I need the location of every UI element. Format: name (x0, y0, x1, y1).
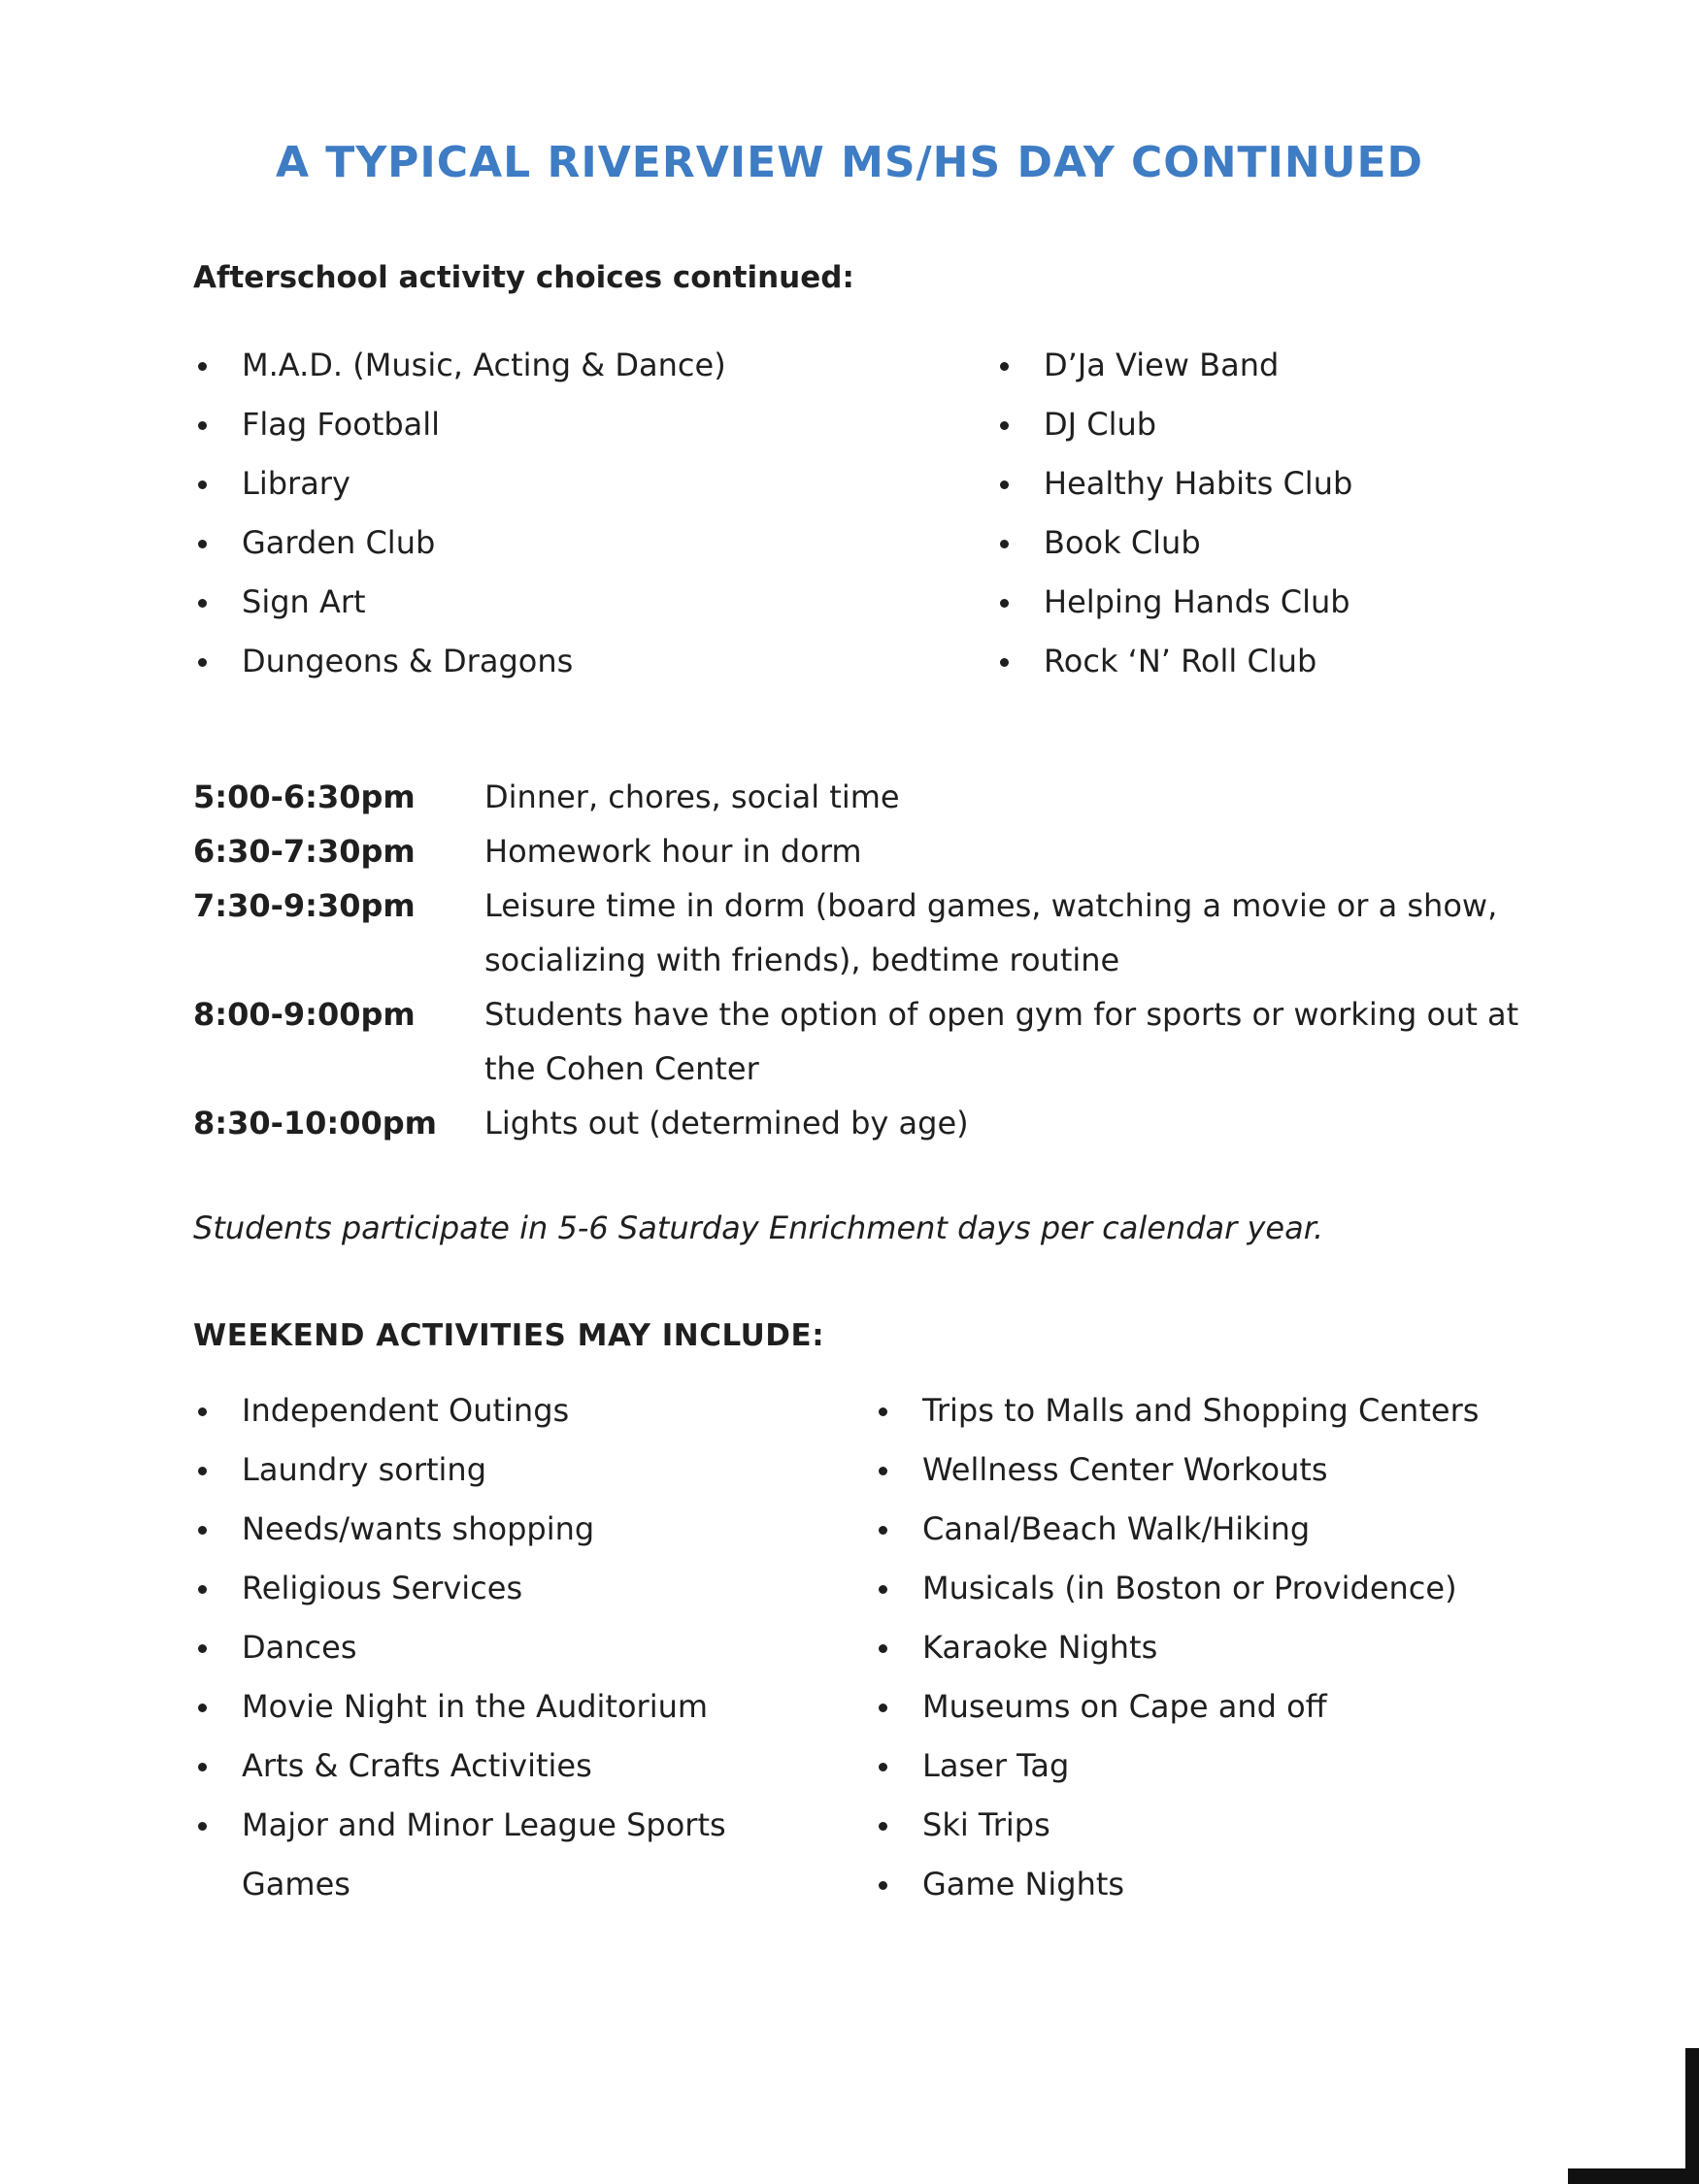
list-item: Laser Tag (874, 1737, 1573, 1796)
afterschool-heading: Afterschool activity choices continued: (193, 260, 854, 295)
list-item: Musicals (in Boston or Providence) (874, 1559, 1573, 1618)
list-item: Library (193, 454, 931, 513)
list-item: Wellness Center Workouts (874, 1440, 1573, 1500)
schedule-row (193, 878, 1533, 987)
schedule-line: Students have the option of open gym for sports or working out at (484, 996, 1519, 1033)
schedule-line: Lights out (determined by age) (484, 1105, 969, 1142)
list-item: Needs/wants shopping (193, 1500, 795, 1559)
list-item: Helping Hands Club (995, 573, 1597, 632)
corner-mark-horizontal (1568, 2168, 1699, 2184)
schedule-line: Leisure time in dorm (board games, watching a movie or a show, (484, 887, 1498, 924)
schedule-time: 8:00-9:00pm (193, 996, 416, 1033)
schedule-line: socializing with friends), bedtime routine (484, 942, 1120, 978)
list-item: Karaoke Nights (874, 1618, 1573, 1677)
corner-mark-vertical (1685, 2048, 1699, 2184)
list-item: Rock ‘N’ Roll Club (995, 632, 1597, 691)
schedule-row (193, 987, 1533, 1096)
schedule-time: 8:30-10:00pm (193, 1105, 437, 1142)
list-item: M.A.D. (Music, Acting & Dance) (193, 336, 931, 395)
list-item: Independent Outings (193, 1381, 795, 1440)
list-item: DJ Club (995, 395, 1597, 454)
enrichment-note: Students participate in 5-6 Saturday Enrichment days per calendar year. (193, 1209, 1324, 1246)
list-item: Canal/Beach Walk/Hiking (874, 1500, 1573, 1559)
list-item-continuation: Games (242, 1866, 350, 1903)
list-item: Dances (193, 1618, 795, 1677)
schedule-line: the Cohen Center (484, 1050, 759, 1087)
schedule-time: 6:30-7:30pm (193, 833, 416, 870)
evening-schedule (193, 770, 1533, 1150)
weekend-list-right (874, 1381, 1573, 1914)
schedule-row (193, 770, 1533, 824)
schedule-row (193, 824, 1533, 878)
list-item: Game Nights (874, 1855, 1573, 1914)
list-item: Arts & Crafts Activities (193, 1737, 795, 1796)
list-item: Ski Trips (874, 1796, 1573, 1855)
list-item: Religious Services (193, 1559, 795, 1618)
weekend-heading: WEEKEND ACTIVITIES MAY INCLUDE: (193, 1318, 825, 1353)
schedule-description (484, 878, 1533, 987)
schedule-line: Homework hour in dorm (484, 833, 862, 870)
schedule-time: 7:30-9:30pm (193, 887, 416, 924)
schedule-time: 5:00-6:30pm (193, 778, 416, 815)
list-item: Laundry sorting (193, 1440, 795, 1500)
list-item: Sign Art (193, 573, 931, 632)
schedule-line: Dinner, chores, social time (484, 778, 900, 815)
page-title: A TYPICAL RIVERVIEW MS/HS DAY CONTINUED (275, 138, 1424, 187)
schedule-description (484, 1096, 1533, 1150)
list-item: D’Ja View Band (995, 336, 1597, 395)
list-item: Book Club (995, 513, 1597, 573)
list-item: Dungeons & Dragons (193, 632, 931, 691)
list-item: Garden Club (193, 513, 931, 573)
list-item: Major and Minor League Sports (193, 1796, 795, 1855)
list-item: Museums on Cape and off (874, 1677, 1573, 1737)
list-item: Trips to Malls and Shopping Centers (874, 1381, 1573, 1440)
schedule-row (193, 1096, 1533, 1150)
schedule-description (484, 824, 1533, 878)
list-item: Healthy Habits Club (995, 454, 1597, 513)
list-item: Movie Night in the Auditorium (193, 1677, 795, 1737)
corner-crop-mark (1568, 2048, 1699, 2184)
afterschool-list-left (193, 336, 931, 691)
weekend-list-left (193, 1381, 795, 1914)
schedule-description (484, 987, 1533, 1096)
list-item: Flag Football (193, 395, 931, 454)
afterschool-list-right (995, 336, 1597, 691)
schedule-description (484, 770, 1533, 824)
